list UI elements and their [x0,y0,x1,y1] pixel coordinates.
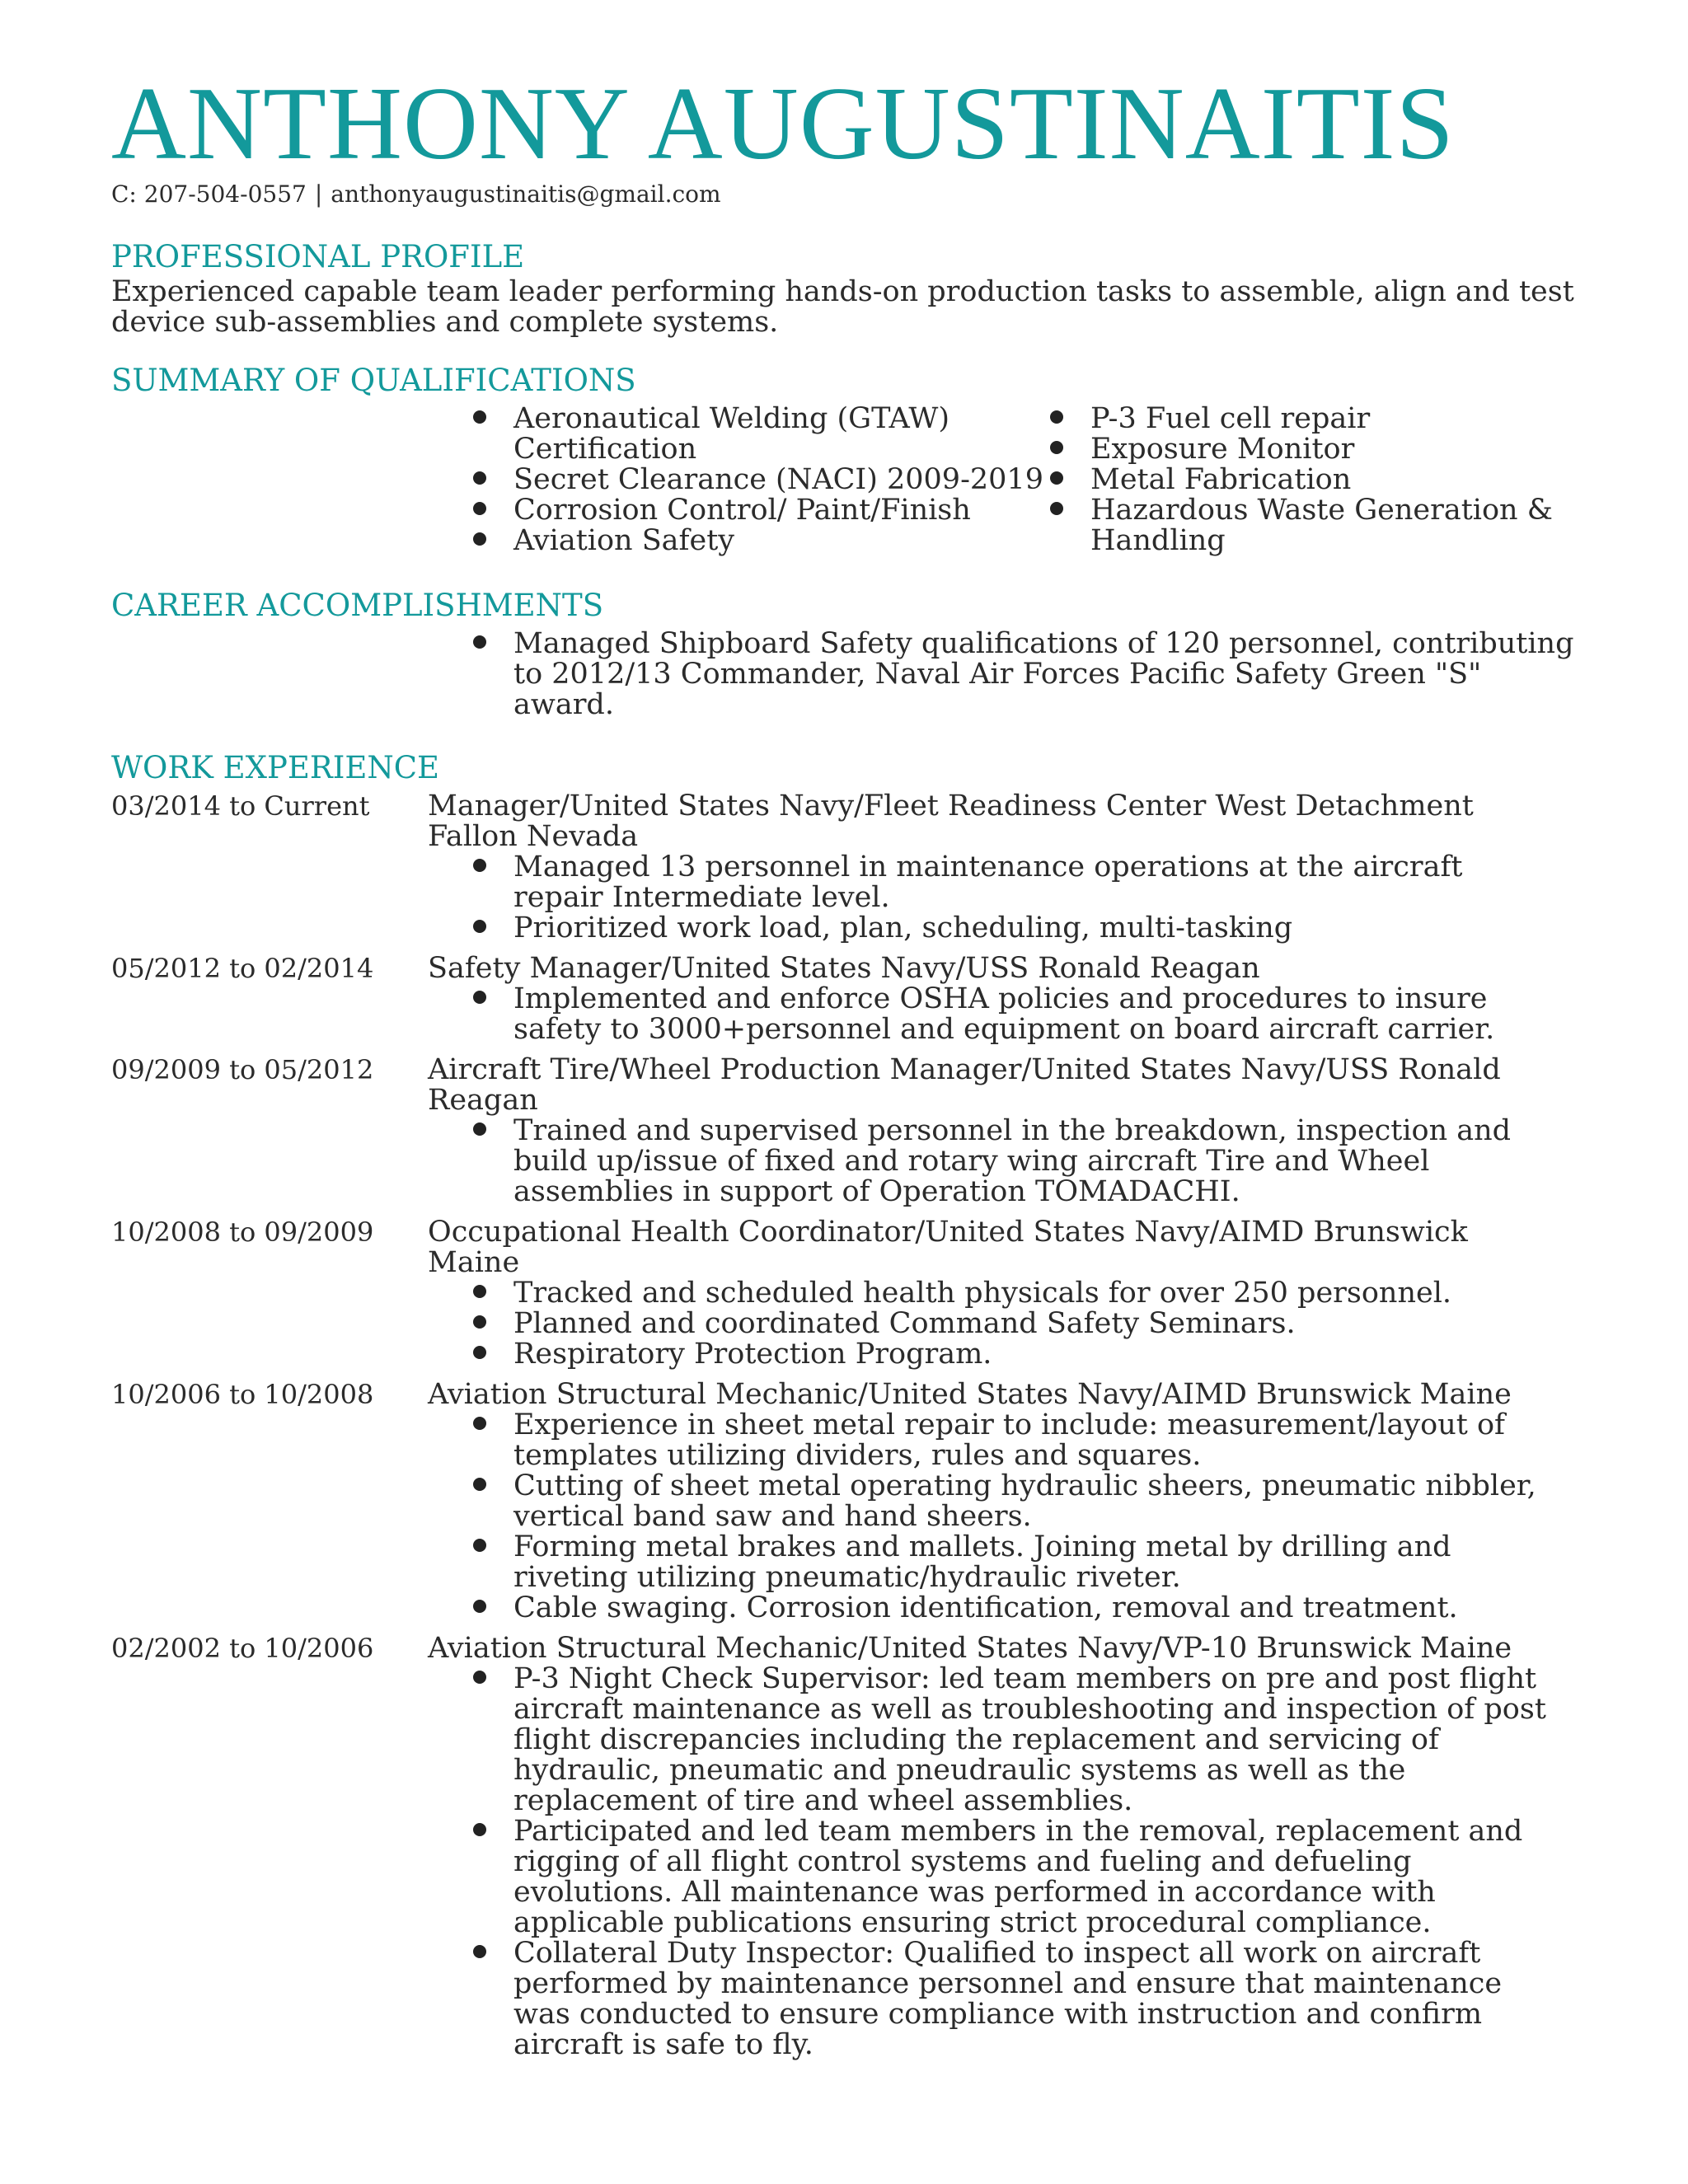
job-bullet: Tracked and scheduled health physicals for over 250 personnel. [470,1278,1557,1309]
bullet-icon [473,471,486,485]
job-bullet: Cable swaging. Corrosion identification, removal and treatment. [470,1593,1557,1624]
job-bullet: Managed 13 personnel in maintenance operations at the aircraft repair Intermediate level. [470,852,1557,913]
qualification-item: P-3 Fuel cell repair [1047,404,1582,434]
job-entry [111,954,1587,1045]
qualification-item: Exposure Monitor [1047,434,1582,465]
job-entry [111,1633,1587,2060]
bullet-icon [473,532,486,546]
job-bullet: Respiratory Protection Program. [470,1339,1557,1370]
bullet-icon [1050,471,1063,485]
bullet-icon [473,1417,486,1430]
job-details [428,954,1557,1045]
job-entry [111,1217,1587,1370]
job-title: Aircraft Tire/Wheel Production Manager/United States Navy/USS Ronald Reagan [428,1053,1501,1117]
email-address[interactable]: anthonyaugustinaitis@gmail.com [331,180,721,208]
section-title-work: WORK EXPERIENCE [111,750,440,785]
job-dates: 10/2008 to 09/2009 [111,1216,374,1248]
job-details [428,1633,1557,2060]
accomplishments-list [470,629,1582,720]
profile-text: Experienced capable team leader performing hands-on production tasks to assemble, align and test device sub-assemblies and complete systems. [111,275,1574,339]
qualifications-grid [470,404,1587,556]
qualifications-column-right [1047,404,1582,556]
job-dates: 03/2014 to Current [111,790,370,822]
qualifications-column-left [470,404,1047,556]
bullet-icon [473,991,486,1004]
professional-profile-section [111,239,1587,338]
job-bullet: Trained and supervised personnel in the breakdown, inspection and build up/issue of fixed and rotary wing aircraft Tire and Wheel assemblies in support of Operation TOMADACHI. [470,1116,1557,1207]
bullet-icon [473,1122,486,1136]
job-bullet: Prioritized work load, plan, scheduling, multi-tasking [470,913,1557,944]
resume-page [111,67,1587,2061]
job-bullet: Cutting of sheet metal operating hydraulic sheers, pneumatic nibbler, vertical band saw and hand sheers. [470,1471,1557,1532]
job-bullet: P-3 Night Check Supervisor: led team members on pre and post flight aircraft maintenance as well as troubleshooting and inspection of post flight discrepancies including the replacement and servicing of hydraulic, pneumatic and pneudraulic systems as well as the replacement of tire and wheel assemblies. [470,1664,1557,1816]
contact-separator: | [314,180,323,208]
bullet-icon [473,1823,486,1836]
bullet-icon [473,1539,486,1552]
job-dates: 10/2006 to 10/2008 [111,1379,374,1410]
job-dates: 09/2009 to 05/2012 [111,1054,374,1085]
qualification-item: Metal Fabrication [1047,465,1582,495]
job-details [428,1217,1557,1370]
bullet-icon [473,635,486,649]
bullet-icon [473,1478,486,1491]
job-bullet: Experience in sheet metal repair to include: measurement/layout of templates utilizing dividers, rules and squares. [470,1410,1557,1471]
job-details [428,791,1557,944]
job-bullet: Participated and led team members in the removal, replacement and rigging of all flight control systems and fueling and defueling evolutions. All maintenance was performed in accordance with applicable publications ensuring strict procedural compliance. [470,1816,1557,1938]
bullet-icon [473,920,486,933]
qualification-item: Corrosion Control/ Paint/Finish [470,495,1047,526]
bullet-icon [1050,502,1063,515]
section-title-qualifications: SUMMARY OF QUALIFICATIONS [111,363,636,398]
accomplishment-item: Managed Shipboard Safety qualifications of 120 personnel, contributing to 2012/13 Commander, Naval Air Forces Pacific Safety Green "S" award. [470,629,1582,720]
job-entry [111,791,1587,944]
phone-number: C: 207-504-0557 [111,180,307,208]
job-title: Aviation Structural Mechanic/United States Navy/AIMD Brunswick Maine [428,1378,1512,1411]
job-entry [111,1055,1587,1207]
qualification-item: Aviation Safety [470,526,1047,556]
qualification-item: Secret Clearance (NACI) 2009-2019 [470,465,1047,495]
bullet-icon [1050,441,1063,454]
job-details [428,1055,1557,1207]
bullet-icon [473,410,486,424]
bullet-icon [473,1285,486,1298]
bullet-icon [473,859,486,872]
contact-line [111,180,1587,209]
qualifications-section [111,363,1587,556]
job-bullet: Collateral Duty Inspector: Qualified to inspect all work on aircraft performed by maintenance personnel and ensure that maintenance was conducted to ensure compliance with instruction and confirm aircraft is safe to fly. [470,1938,1557,2060]
bullet-icon [473,1346,486,1359]
job-title: Manager/United States Navy/Fleet Readiness Center West Detachment Fallon Nevada [428,790,1474,853]
section-title-accomplishments: CAREER ACCOMPLISHMENTS [111,588,604,623]
job-dates: 05/2012 to 02/2014 [111,953,374,984]
career-accomplishments-section [111,588,1587,720]
job-title: Occupational Health Coordinator/United States Navy/AIMD Brunswick Maine [428,1216,1468,1279]
candidate-name: ANTHONY AUGUSTINAITIS [111,67,1455,181]
job-bullet: Planned and coordinated Command Safety Seminars. [470,1309,1557,1339]
bullet-icon [473,1315,486,1329]
bullet-icon [473,1671,486,1684]
qualification-item: Hazardous Waste Generation & Handling [1047,495,1582,556]
work-experience-section [111,750,1587,2060]
bullet-icon [473,1600,486,1613]
resume-header [111,67,1587,209]
section-title-profile: PROFESSIONAL PROFILE [111,239,525,274]
bullet-icon [473,502,486,515]
job-bullet: Implemented and enforce OSHA policies and procedures to insure safety to 3000+personnel and equipment on board aircraft carrier. [470,984,1557,1045]
job-details [428,1380,1557,1624]
job-entry [111,1380,1587,1624]
bullet-icon [1050,410,1063,424]
job-dates: 02/2002 to 10/2006 [111,1633,374,1664]
job-title: Aviation Structural Mechanic/United States Navy/VP-10 Brunswick Maine [428,1632,1512,1665]
job-bullet: Forming metal brakes and mallets. Joining metal by drilling and riveting utilizing pneumatic/hydraulic riveter. [470,1532,1557,1593]
job-title: Safety Manager/United States Navy/USS Ronald Reagan [428,952,1260,985]
qualification-item: Aeronautical Welding (GTAW) Certification [470,404,1047,465]
bullet-icon [473,1945,486,1958]
